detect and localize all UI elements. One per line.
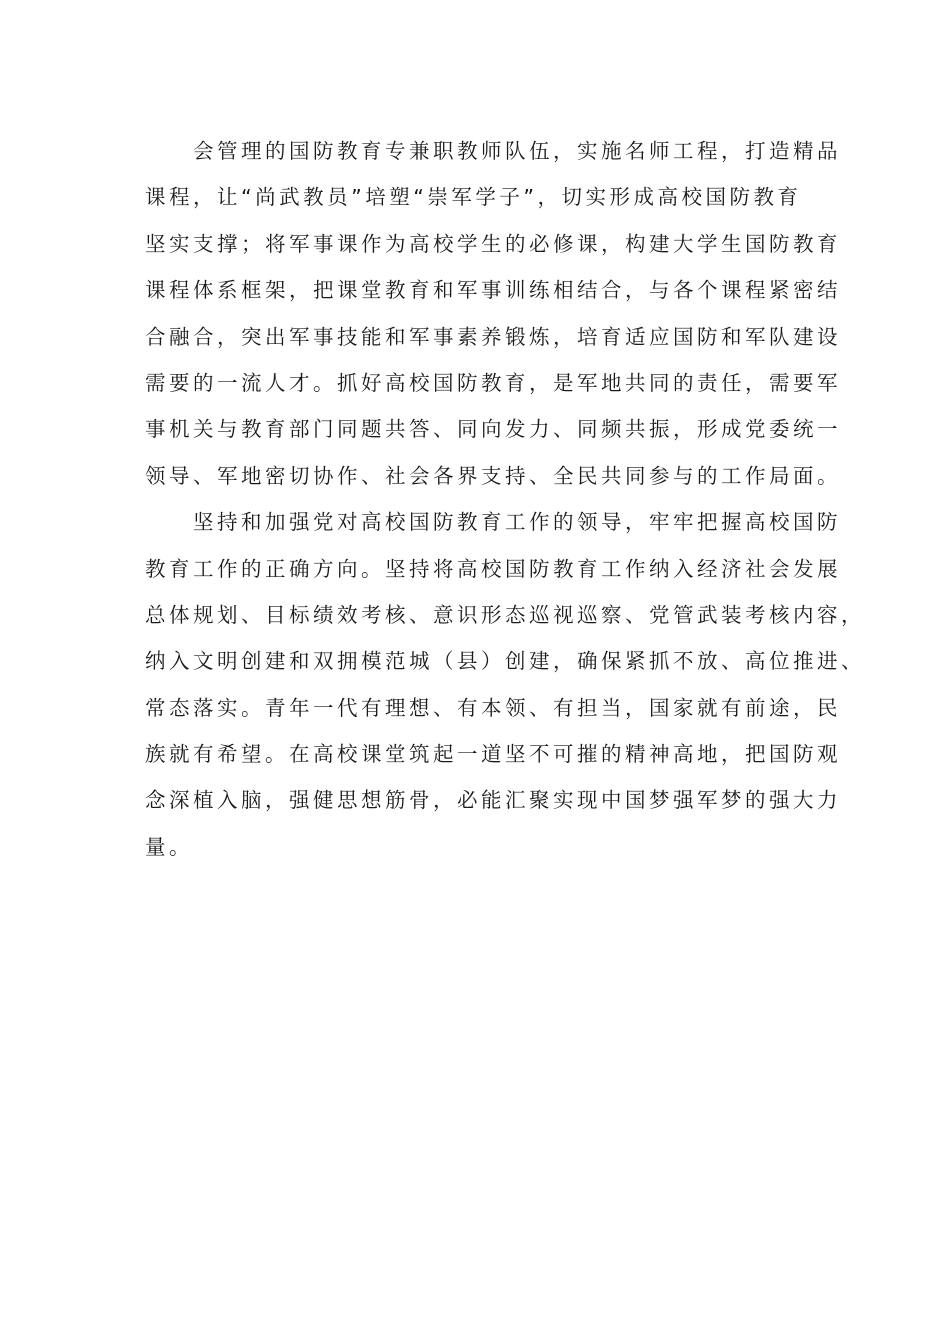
- text-line: 坚实支撑；将军事课作为高校学生的必修课，构建大学生国防教育: [145, 231, 841, 256]
- paragraph-2: [145, 499, 865, 870]
- text-line: 坚持和加强党对高校国防教育工作的领导，牢牢把握高校国防: [193, 510, 841, 535]
- text-line: 总体规划、目标绩效考核、意识形态巡视巡察、党管武装考核内容，: [145, 602, 865, 627]
- text-line: 合融合，突出军事技能和军事素养锻炼，培育适应国防和军队建设: [145, 324, 841, 349]
- text-line: 量。: [145, 834, 193, 859]
- paragraph-1: [145, 128, 841, 499]
- text-line: 课程，让“尚武教员”培塑“崇军学子”，切实形成高校国防教育: [145, 185, 802, 210]
- text-line: 纳入文明创建和双拥模范城（县）创建，确保紧抓不放、高位推进、: [145, 649, 865, 674]
- text-line: 常态落实。青年一代有理想、有本领、有担当，国家就有前途，民: [145, 695, 841, 720]
- text-line: 领导、军地密切协作、社会各界支持、全民共同参与的工作局面。: [145, 463, 841, 488]
- text-line: 族就有希望。在高校课堂筑起一道坚不可摧的精神高地，把国防观: [145, 742, 841, 767]
- text-line: 会管理的国防教育专兼职教师队伍，实施名师工程，打造精品: [193, 139, 841, 163]
- text-line: 教育工作的正确方向。坚持将高校国防教育工作纳入经济社会发展: [145, 556, 841, 581]
- text-line: 念深植入脑，强健思想筋骨，必能汇聚实现中国梦强军梦的强大力: [145, 788, 841, 813]
- text-line: 事机关与教育部门同题共答、同向发力、同频共振，形成党委统一: [145, 417, 841, 442]
- body-text: [145, 128, 865, 870]
- text-line: 需要的一流人才。抓好高校国防教育，是军地共同的责任，需要军: [145, 370, 841, 395]
- text-line: 课程体系框架，把课堂教育和军事训练相结合，与各个课程紧密结: [145, 278, 841, 303]
